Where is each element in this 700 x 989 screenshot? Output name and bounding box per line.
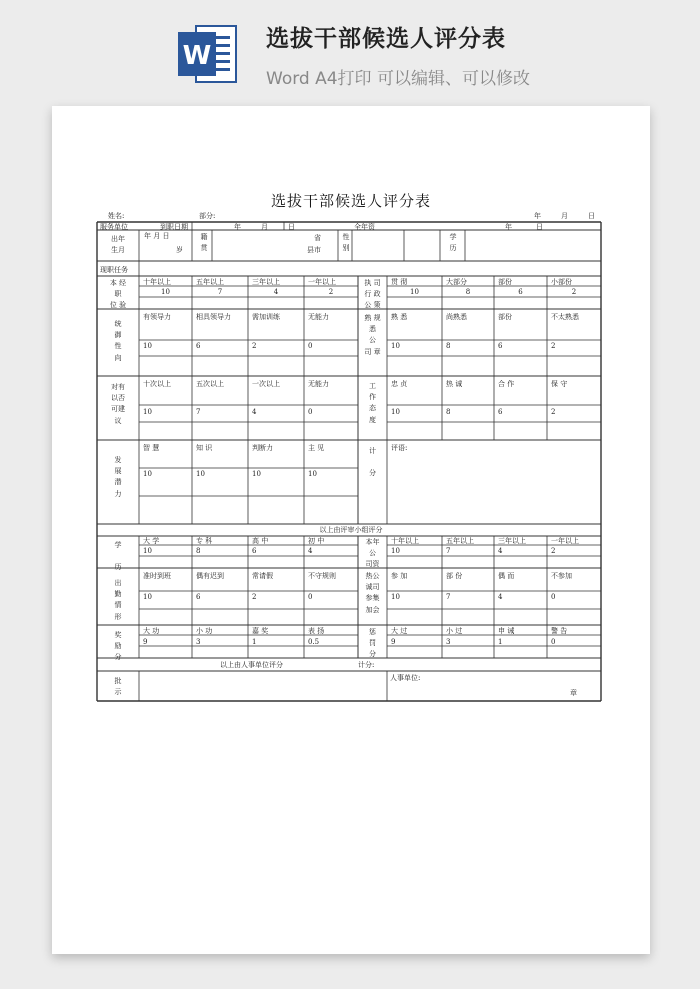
row-label: 籍 贯 (200, 233, 208, 253)
dept-label: 部分: (199, 212, 216, 220)
leadership-score: 2 (252, 342, 257, 350)
experience-score: 2 (328, 288, 334, 296)
reward-option: 大 功 (143, 627, 160, 635)
leadership-option: 需加训练 (252, 313, 280, 321)
hr-unit-label: 人事单位: (390, 674, 421, 682)
seniority-score: 2 (551, 547, 556, 555)
day-label: 日 (588, 212, 595, 220)
familiarity-score: 2 (551, 342, 556, 350)
potential-score: 10 (308, 470, 317, 478)
attitude-score: 2 (551, 408, 556, 416)
potential-score: 10 (143, 470, 152, 478)
activity-option: 部 份 (446, 572, 463, 580)
suggestion-score: 7 (196, 408, 201, 416)
row-label: 本年 公 司资 (365, 538, 380, 569)
leadership-score: 6 (196, 342, 201, 350)
form-cell-text: 县市 (307, 246, 321, 254)
seniority-score: 7 (446, 547, 451, 555)
execution-score: 8 (465, 288, 471, 296)
education-score: 8 (196, 547, 201, 555)
execution-option: 小部份 (551, 278, 572, 286)
form-cell-text: 日 (536, 223, 543, 231)
activity-score: 0 (551, 593, 556, 601)
attendance-score: 0 (308, 593, 313, 601)
form-cell-text: 年 (505, 223, 512, 231)
leadership-option: 相具领导力 (196, 313, 231, 321)
row-label: 执 司 行 政 公 策 (364, 279, 381, 310)
penalty-option: 申 诫 (498, 627, 515, 635)
penalty-score: 0 (551, 638, 556, 646)
education-score: 6 (252, 547, 257, 555)
comment-label: 评语: (391, 444, 408, 452)
hire-date-label: 到职日期 (160, 223, 188, 231)
row-label: 学 历 (114, 541, 122, 572)
potential-option: 智 慧 (143, 444, 160, 452)
name-label: 姓名: (108, 212, 125, 220)
attendance-score: 6 (196, 593, 201, 601)
activity-option: 偶 而 (498, 572, 515, 580)
leadership-score: 10 (143, 342, 152, 350)
month-label: 月 (561, 212, 568, 220)
potential-option: 知 识 (196, 444, 213, 452)
document-page (52, 106, 650, 954)
seniority-score: 10 (391, 547, 400, 555)
row-label: 工 作 态 度 (369, 382, 376, 424)
suggestion-option: 十次以上 (143, 380, 171, 388)
seal-label: 章 (570, 689, 577, 697)
potential-option: 主 见 (308, 444, 325, 452)
familiarity-score: 8 (446, 342, 451, 350)
experience-option: 十年以上 (143, 278, 171, 286)
word-icon-letter: W (182, 41, 212, 71)
service-unit-label: 服务单位 (100, 223, 128, 231)
year-label: 年 (534, 212, 541, 220)
suggestion-score: 0 (308, 408, 313, 416)
attendance-score: 2 (252, 593, 257, 601)
suggestion-option: 五次以上 (196, 380, 224, 388)
suggestion-score: 10 (143, 408, 152, 416)
header-subtitle: Word A4打印 可以编辑、可以修改 (266, 69, 530, 89)
penalty-score: 9 (391, 638, 396, 646)
suggestion-score: 4 (252, 408, 257, 416)
education-option: 高 中 (252, 537, 269, 545)
seniority-option: 一年以上 (551, 537, 579, 545)
education-score: 4 (308, 547, 313, 555)
seniority-score: 4 (498, 547, 503, 555)
experience-score: 4 (273, 288, 279, 296)
suggestion-option: 一次以上 (252, 380, 280, 388)
education-score: 10 (143, 547, 152, 555)
education-option: 初 中 (308, 537, 325, 545)
education-option: 大 学 (143, 537, 160, 545)
leadership-option: 无能力 (308, 313, 329, 321)
document-title: 选拔干部候选人评分表 (270, 192, 431, 210)
familiarity-option: 不太熟悉 (551, 313, 579, 321)
activity-score: 10 (391, 593, 400, 601)
attitude-score: 8 (446, 408, 451, 416)
penalty-option: 小 过 (446, 627, 463, 635)
familiarity-option: 熟 悉 (391, 313, 408, 321)
row-label: 奖 励 分 (114, 631, 122, 662)
activity-score: 4 (498, 593, 503, 601)
current-duty-label: 现职任务 (100, 266, 128, 274)
form-cell-text: 日 (288, 223, 295, 231)
seniority-option: 十年以上 (391, 537, 419, 545)
attitude-option: 忠 贞 (391, 380, 408, 388)
row-label: 统 御 性 向 (114, 320, 122, 362)
attendance-option: 不守规则 (308, 572, 336, 580)
education-option: 专 科 (196, 537, 213, 545)
attendance-option: 准时到班 (143, 572, 171, 580)
leadership-score: 0 (308, 342, 313, 350)
execution-score: 6 (518, 288, 523, 296)
penalty-score: 3 (446, 638, 451, 646)
form-cell-text: 岁 (176, 246, 183, 254)
word-doc-icon (178, 22, 240, 86)
form-cell-text: 月 (261, 223, 268, 231)
reward-option: 嘉 奖 (252, 627, 269, 635)
potential-option: 判断力 (252, 444, 273, 452)
leadership-option: 有领导力 (143, 313, 171, 321)
familiarity-score: 10 (391, 342, 400, 350)
experience-option: 一年以上 (308, 278, 336, 286)
experience-score: 10 (161, 288, 170, 296)
activity-option: 不参加 (551, 572, 572, 580)
potential-score: 10 (252, 470, 261, 478)
attendance-score: 10 (143, 593, 152, 601)
attendance-option: 偶有迟到 (196, 572, 224, 580)
activity-option: 参 加 (391, 572, 408, 580)
row-label: 熟 规 悉 公 司 章 (364, 314, 381, 356)
reward-score: 3 (196, 638, 201, 646)
header-title: 选拔干部候选人评分表 (266, 26, 506, 52)
seniority-option: 五年以上 (446, 537, 474, 545)
penalty-score: 1 (498, 638, 503, 646)
row-label: 热公 诚司 参集 加会 (365, 572, 380, 614)
potential-score: 10 (196, 470, 205, 478)
execution-option: 贯 彻 (391, 278, 408, 286)
hr-note: 以上由人事单位评分 (220, 661, 283, 669)
familiarity-score: 6 (498, 342, 503, 350)
attitude-score: 6 (498, 408, 503, 416)
experience-option: 三年以上 (252, 278, 280, 286)
row-label: 惩 罚 分 (369, 628, 376, 659)
penalty-option: 大 过 (391, 627, 408, 635)
form-cell-text: 年 (234, 223, 241, 231)
reward-score: 1 (252, 638, 257, 646)
row-label: 出年 生月 (111, 235, 125, 255)
attendance-option: 常请假 (252, 572, 273, 580)
execution-score: 10 (410, 288, 419, 296)
review-note: 以上由评审小组评分 (319, 526, 383, 534)
attitude-option: 保 守 (551, 380, 568, 388)
experience-score: 7 (217, 288, 223, 296)
reward-score: 9 (143, 638, 148, 646)
attitude-score: 10 (391, 408, 400, 416)
execution-option: 大部分 (446, 278, 467, 286)
reward-option: 表 扬 (308, 627, 325, 635)
row-label: 计 分 (369, 447, 376, 478)
experience-option: 五年以上 (196, 278, 224, 286)
row-label: 出 勤 情 形 (114, 579, 122, 621)
seniority-option: 三年以上 (498, 537, 526, 545)
activity-score: 7 (446, 593, 451, 601)
form-cell-text: 省 (314, 234, 321, 242)
suggestion-option: 无能力 (308, 380, 329, 388)
attitude-option: 合 作 (498, 380, 515, 388)
execution-score: 2 (571, 288, 577, 296)
seniority-label: 全年资 (354, 223, 375, 231)
row-label: 对有 以否 可建 议 (111, 383, 125, 425)
familiarity-option: 部份 (498, 313, 512, 321)
row-label: 学 历 (449, 233, 457, 253)
penalty-option: 警 告 (551, 627, 568, 635)
attitude-option: 热 诚 (446, 380, 463, 388)
execution-option: 部份 (498, 278, 512, 286)
row-label: 性 别 (342, 233, 350, 253)
row-label: 本 经 职 位 验 (109, 279, 127, 310)
reward-score: 0.5 (308, 638, 320, 646)
familiarity-option: 尚熟悉 (446, 313, 467, 321)
hr-score-label: 计分: (358, 661, 375, 669)
birth-date-label: 年 月 日 (144, 232, 170, 240)
row-label: 批 示 (114, 677, 122, 697)
row-label: 发 展 潜 力 (114, 456, 122, 498)
reward-option: 小 功 (196, 627, 213, 635)
